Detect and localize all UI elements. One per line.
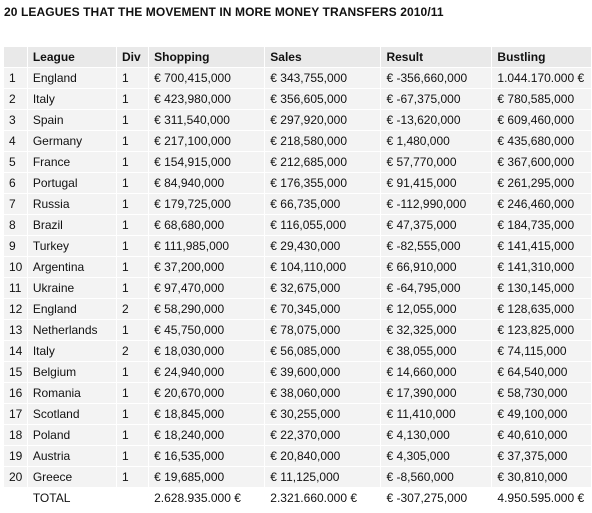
table-row [4, 152, 591, 172]
shopping-cell: € 111,985,000 [149, 236, 264, 256]
bustling-cell: € 609,460,000 [492, 110, 591, 130]
shopping-cell: € 45,750,000 [149, 320, 264, 340]
shopping-cell: € 18,030,000 [149, 341, 264, 361]
table-body [4, 68, 591, 487]
rank-cell: 5 [4, 152, 27, 172]
div-cell: 1 [117, 236, 148, 256]
shopping-cell: € 84,940,000 [149, 173, 264, 193]
shopping-cell: € 97,470,000 [149, 278, 264, 298]
result-cell: € 66,910,000 [381, 257, 491, 277]
rank-cell: 14 [4, 341, 27, 361]
result-cell: € 4,130,000 [381, 425, 491, 445]
total-div-cell [117, 488, 148, 508]
bustling-cell: € 246,460,000 [492, 194, 591, 214]
result-cell: € -8,560,000 [381, 467, 491, 487]
table-row [4, 236, 591, 256]
table-row [4, 278, 591, 298]
sales-cell: € 32,675,000 [265, 278, 380, 298]
bustling-cell: € 74,115,000 [492, 341, 591, 361]
div-cell: 1 [117, 173, 148, 193]
div-cell: 2 [117, 299, 148, 319]
div-cell: 1 [117, 278, 148, 298]
table-row [4, 89, 591, 109]
league-cell: Austria [28, 446, 116, 466]
sales-cell: € 218,580,000 [265, 131, 380, 151]
div-cell: 1 [117, 110, 148, 130]
sales-cell: € 30,255,000 [265, 404, 380, 424]
league-cell: Russia [28, 194, 116, 214]
table-row [4, 194, 591, 214]
rank-cell: 6 [4, 173, 27, 193]
result-cell: € 17,390,000 [381, 383, 491, 403]
shopping-cell: € 20,670,000 [149, 383, 264, 403]
total-label-cell: TOTAL [28, 488, 116, 508]
league-cell: England [28, 68, 116, 88]
sales-cell: € 66,735,000 [265, 194, 380, 214]
shopping-cell: € 179,725,000 [149, 194, 264, 214]
bustling-cell: € 184,735,000 [492, 215, 591, 235]
sales-cell: € 116,055,000 [265, 215, 380, 235]
header-sales: Sales [265, 47, 380, 67]
total-bustling-cell: 4.950.595.000 € [492, 488, 591, 508]
total-row [4, 488, 591, 508]
header-div: Div [117, 47, 148, 67]
rank-cell: 9 [4, 236, 27, 256]
league-cell: Greece [28, 467, 116, 487]
div-cell: 1 [117, 425, 148, 445]
sales-cell: € 176,355,000 [265, 173, 380, 193]
bustling-cell: € 49,100,000 [492, 404, 591, 424]
shopping-cell: € 37,200,000 [149, 257, 264, 277]
total-shopping-cell: 2.628.935.000 € [149, 488, 264, 508]
shopping-cell: € 18,845,000 [149, 404, 264, 424]
sales-cell: € 104,110,000 [265, 257, 380, 277]
page-title: 20 LEAGUES THAT THE MOVEMENT IN MORE MONEY TRANSFERS 2010/11 [4, 5, 444, 19]
table-row [4, 68, 591, 88]
total-result-cell: € -307,275,000 [381, 488, 491, 508]
table-row [4, 299, 591, 319]
result-cell: € -67,375,000 [381, 89, 491, 109]
header-bustling: Bustling [492, 47, 591, 67]
league-cell: Argentina [28, 257, 116, 277]
bustling-cell: € 40,610,000 [492, 425, 591, 445]
league-cell: Poland [28, 425, 116, 445]
sales-cell: € 39,600,000 [265, 362, 380, 382]
sales-cell: € 11,125,000 [265, 467, 380, 487]
bustling-cell: € 30,810,000 [492, 467, 591, 487]
rank-cell: 10 [4, 257, 27, 277]
div-cell: 2 [117, 341, 148, 361]
league-cell: Ukraine [28, 278, 116, 298]
league-cell: Brazil [28, 215, 116, 235]
league-cell: Italy [28, 341, 116, 361]
shopping-cell: € 19,685,000 [149, 467, 264, 487]
table-row [4, 467, 591, 487]
result-cell: € 14,660,000 [381, 362, 491, 382]
sales-cell: € 343,755,000 [265, 68, 380, 88]
bustling-cell: € 141,310,000 [492, 257, 591, 277]
bustling-cell: € 123,825,000 [492, 320, 591, 340]
div-cell: 1 [117, 257, 148, 277]
league-cell: France [28, 152, 116, 172]
league-cell: Turkey [28, 236, 116, 256]
table-row [4, 215, 591, 235]
table-row [4, 446, 591, 466]
rank-cell: 2 [4, 89, 27, 109]
sales-cell: € 78,075,000 [265, 320, 380, 340]
total-sales-cell: 2.321.660.000 € [265, 488, 380, 508]
shopping-cell: € 154,915,000 [149, 152, 264, 172]
result-cell: € 32,325,000 [381, 320, 491, 340]
shopping-cell: € 24,940,000 [149, 362, 264, 382]
bustling-cell: € 367,600,000 [492, 152, 591, 172]
shopping-cell: € 311,540,000 [149, 110, 264, 130]
rank-cell: 8 [4, 215, 27, 235]
div-cell: 1 [117, 362, 148, 382]
div-cell: 1 [117, 320, 148, 340]
rank-cell: 12 [4, 299, 27, 319]
shopping-cell: € 58,290,000 [149, 299, 264, 319]
result-cell: € 57,770,000 [381, 152, 491, 172]
result-cell: € 47,375,000 [381, 215, 491, 235]
result-cell: € 1,480,000 [381, 131, 491, 151]
rank-cell: 15 [4, 362, 27, 382]
rank-cell: 19 [4, 446, 27, 466]
table-row [4, 131, 591, 151]
rank-cell: 3 [4, 110, 27, 130]
table-row [4, 341, 591, 361]
shopping-cell: € 68,680,000 [149, 215, 264, 235]
result-cell: € 38,055,000 [381, 341, 491, 361]
div-cell: 1 [117, 194, 148, 214]
table-row [4, 320, 591, 340]
sales-cell: € 56,085,000 [265, 341, 380, 361]
result-cell: € -112,990,000 [381, 194, 491, 214]
league-cell: Romania [28, 383, 116, 403]
bustling-cell: 1.044.170.000 € [492, 68, 591, 88]
bustling-cell: € 128,635,000 [492, 299, 591, 319]
rank-cell: 20 [4, 467, 27, 487]
table-row [4, 110, 591, 130]
sales-cell: € 20,840,000 [265, 446, 380, 466]
shopping-cell: € 423,980,000 [149, 89, 264, 109]
div-cell: 1 [117, 131, 148, 151]
div-cell: 1 [117, 446, 148, 466]
div-cell: 1 [117, 467, 148, 487]
rank-cell: 1 [4, 68, 27, 88]
result-cell: € -13,620,000 [381, 110, 491, 130]
div-cell: 1 [117, 68, 148, 88]
transfers-table [3, 46, 592, 509]
shopping-cell: € 16,535,000 [149, 446, 264, 466]
table-row [4, 173, 591, 193]
sales-cell: € 22,370,000 [265, 425, 380, 445]
sales-cell: € 212,685,000 [265, 152, 380, 172]
league-cell: Portugal [28, 173, 116, 193]
table-row [4, 404, 591, 424]
result-cell: € -64,795,000 [381, 278, 491, 298]
league-cell: Netherlands [28, 320, 116, 340]
rank-cell: 13 [4, 320, 27, 340]
bustling-cell: € 130,145,000 [492, 278, 591, 298]
header-league: League [28, 47, 116, 67]
rank-cell: 17 [4, 404, 27, 424]
bustling-cell: € 141,415,000 [492, 236, 591, 256]
shopping-cell: € 18,240,000 [149, 425, 264, 445]
bustling-cell: € 37,375,000 [492, 446, 591, 466]
bustling-cell: € 780,585,000 [492, 89, 591, 109]
header-shopping: Shopping [149, 47, 264, 67]
result-cell: € -356,660,000 [381, 68, 491, 88]
result-cell: € 12,055,000 [381, 299, 491, 319]
bustling-cell: € 435,680,000 [492, 131, 591, 151]
league-cell: Germany [28, 131, 116, 151]
sales-cell: € 29,430,000 [265, 236, 380, 256]
rank-cell: 11 [4, 278, 27, 298]
rank-cell: 18 [4, 425, 27, 445]
league-cell: Italy [28, 89, 116, 109]
sales-cell: € 38,060,000 [265, 383, 380, 403]
div-cell: 1 [117, 152, 148, 172]
header-result: Result [381, 47, 491, 67]
sales-cell: € 70,345,000 [265, 299, 380, 319]
shopping-cell: € 700,415,000 [149, 68, 264, 88]
div-cell: 1 [117, 215, 148, 235]
league-cell: Scotland [28, 404, 116, 424]
rank-cell: 7 [4, 194, 27, 214]
table-row [4, 362, 591, 382]
bustling-cell: € 261,295,000 [492, 173, 591, 193]
league-cell: England [28, 299, 116, 319]
league-cell: Belgium [28, 362, 116, 382]
div-cell: 1 [117, 89, 148, 109]
total-rank-cell [4, 488, 27, 508]
table-row [4, 425, 591, 445]
shopping-cell: € 217,100,000 [149, 131, 264, 151]
div-cell: 1 [117, 404, 148, 424]
result-cell: € 11,410,000 [381, 404, 491, 424]
table-header-row [4, 47, 591, 67]
sales-cell: € 297,920,000 [265, 110, 380, 130]
header-rank [4, 47, 27, 67]
league-cell: Spain [28, 110, 116, 130]
table-row [4, 383, 591, 403]
bustling-cell: € 58,730,000 [492, 383, 591, 403]
rank-cell: 16 [4, 383, 27, 403]
result-cell: € 91,415,000 [381, 173, 491, 193]
result-cell: € -82,555,000 [381, 236, 491, 256]
result-cell: € 4,305,000 [381, 446, 491, 466]
div-cell: 1 [117, 383, 148, 403]
bustling-cell: € 64,540,000 [492, 362, 591, 382]
rank-cell: 4 [4, 131, 27, 151]
sales-cell: € 356,605,000 [265, 89, 380, 109]
table-row [4, 257, 591, 277]
